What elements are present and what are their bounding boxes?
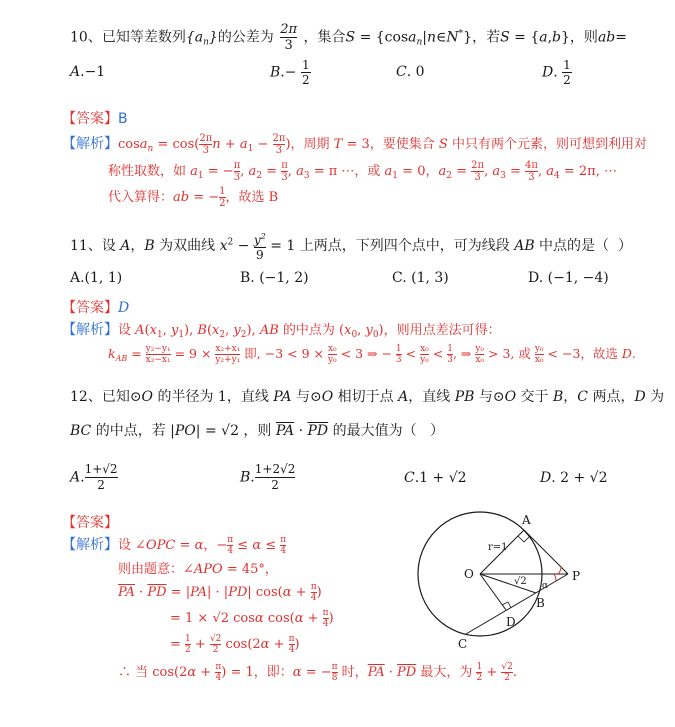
q10-stem: 10、已知等差数列$\{a_n\}$的公差为 $\frac{2\pi}{3}$ ，集合S = {cosa$_n$|n∈N*}，若S = {a,b}，则ab=: [70, 22, 627, 53]
label-r: r=1: [488, 542, 508, 553]
analysis-label: 【解析】: [62, 136, 118, 152]
label-d: D: [506, 615, 516, 629]
q12-analysis-line1: 【解析】设 ∠OPC = α，− $\frac{\pi}{4}$ ≤ α ≤ $\frac{\pi}{4}$: [62, 535, 287, 556]
q10-analysis-line2: 称性取数，如 $a_1$ = − $\frac{\pi}{3}$ , $a_2$ = $\frac{\pi}{3}$ , $a_3 = \pi$ ⋯，或 $a_1 = 0$，$a_2$ = $\frac{2\pi}{3}$ , $a_3$ = $\frac{4\pi}{3}$ , $a_4 = 2\pi$, ⋯: [108, 160, 617, 183]
answer-value: B: [118, 111, 128, 127]
q12-analysis-line6: ∴ 当 cos(2α + $\frac{\pi}{4}$ ) = 1，即：α = − $\frac{\pi}{8}$ 时，$\overline{PA} \cdot \overline{PD}$ 最大，为 $\frac{1}{2}$ + $\frac{√2}{2}$ .: [118, 662, 517, 683]
q12-answer: [62, 512, 118, 532]
q11-option-a: A.(1, 1): [70, 270, 123, 286]
q10-option-c: C. 0: [396, 64, 425, 80]
q12-stem-line1: 12、已知⊙O 的半径为 1，直线 PA 与⊙O 相切于点 A，直线 PB 与⊙O 交于 B，C 两点，D 为: [70, 389, 665, 405]
answer-label: 【答案】: [62, 111, 118, 127]
q10-option-b: B.− $\frac{1}{2}$: [270, 58, 310, 87]
label-o: O: [464, 567, 474, 581]
geometry-figure: [408, 508, 608, 678]
answer-label: 【答案】: [62, 300, 118, 316]
q12-stem-line2: BC 的中点，若 |PO| = √2 ，则 $\overline{PA} \cdot \overline{PD}$ 的最大值为（ ）: [70, 423, 444, 439]
label-b: B: [536, 596, 545, 610]
q12-analysis-line3: $\overline{PA} \cdot \overline{PD} = |PA| \cdot |PD|$ cos(α + $\frac{\pi}{4}$ ): [118, 582, 322, 603]
answer-label: 【答案】: [62, 515, 118, 531]
q10-answer: [62, 108, 128, 128]
analysis-label: 【解析】: [62, 537, 118, 553]
label-p: P: [572, 569, 581, 583]
label-po: √2: [514, 576, 527, 587]
label-alpha: α: [542, 581, 549, 591]
angle-alpha-arc: [554, 574, 556, 581]
q11-analysis-line2: $k_{AB}$ = $\frac{\text{y₂−y₁}}{\text{x₂−x₁}}$ = 9 × $\frac{\text{x₂+x₁}}{\text{y₂+y₁}}$ 即, −3 < 9 × $\frac{\text{x₀}}{\text{y₀}}$ < 3 ⇒ − $\frac{1}{3}$ < $\frac{\text{x₀}}{\text{y₀}}$ < $\frac{1}{3}$ , ⇒ $\frac{\text{y₀}}{\text{x₀}}$ > 3, 或 $\frac{\text{y₀}}{\text{x₀}}$ < −3，故选 D.: [108, 344, 636, 365]
q11-analysis: 【解析】设 $A(x_1$, $y_1$), $B(x_2$, $y_2$), AB 的中点为 ($x_0$, $y_0$)，则用点差法可得：: [62, 322, 501, 340]
q12-option-d: D. 2 + √2: [540, 470, 608, 486]
answer-value: D: [118, 300, 130, 316]
q12-option-b: B. $\frac{1+2√2}{2}$: [240, 462, 296, 492]
q11-option-b: B. (−1, 2): [240, 270, 309, 286]
q10-option-d: D. $\frac{1}{2}$: [542, 58, 571, 87]
analysis-label: 【解析】: [62, 322, 118, 338]
q12-option-c: C.1 + √2: [404, 470, 467, 486]
label-a: A: [522, 513, 531, 527]
q11-answer: [62, 297, 129, 317]
segment-ob: [480, 574, 536, 593]
q10-analysis-line3: 代入算得：ab = − $\frac{1}{2}$ ，故选 B: [108, 186, 279, 209]
q12-analysis-line4: = 1 × √2 cosα cos(α + $\frac{\pi}{4}$ ): [170, 608, 334, 629]
q12-analysis-line2: 则由题意：∠APO = 45°，: [118, 562, 278, 577]
q10-option-a: A.−1: [70, 64, 106, 80]
label-c: C: [458, 637, 468, 651]
q11-stem: 11、设 A，B 为双曲线 $x^2$ − $\frac{y^2}{9}$ = 1 上两点，下列四个点中，可为线段 AB 中点的是（ ）: [70, 232, 632, 262]
q12-option-a: A. $\frac{1+√2}{2}$: [70, 462, 118, 492]
right-angle-a: [518, 536, 530, 542]
q12-analysis-line5: = $\frac{1}{2}$ + $\frac{√2}{2}$ cos(2α + $\frac{\pi}{4}$ ): [170, 634, 300, 655]
q11-option-d: D. (−1, −4): [528, 270, 609, 286]
angle-45-arc: [558, 567, 561, 574]
q10-analysis: 【解析】cosa$_n$ = cos( $\frac{2\pi}{3}$ $n + a_1$ − $\frac{2\pi}{3}$ )，周期 T = 3，要使集合 S 中只有两个元素，则可想到利用对: [62, 133, 647, 156]
q11-option-c: C. (1, 3): [392, 270, 449, 286]
